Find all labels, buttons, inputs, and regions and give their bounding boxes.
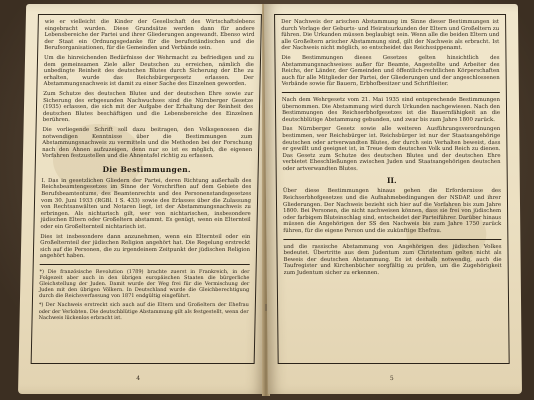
- right-divider-2: [283, 239, 501, 240]
- right-paragraph-6: und die rassische Abstammung von Angehörigen des jüdischen Volkes bedeutet. Übertritte aus dem Judentum zum Christentum gelten nicht als Beweis der deutschen Abstammung. Es ist deshalb notwendig, auch die Taufregister und Kirchenbücher sorgfältig zu prüfen, um die Zugehörigkeit zum Judentum sicher zu erkennen.: [283, 243, 502, 276]
- right-paragraph-5: Über diese Bestimmungen hinaus gehen die Erfordernisse des Reichserbhofgesetzes und die Aufnahmebedingungen der NSDAP. und ihrer Gliederungen. Der Nachweis bezieht sich hier auf die Vorfahren bis zum Jahre 1800. Bei Personen, die nicht nachweisen können, dass sie frei von jüdischem oder farbigem Bluteinschlag sind, entscheidet der Parteiführer. Darüber hinaus müssen die Angehörigen der SS den Nachweis bis zum Jahre 1750 zurück führen, für die eigene Person und die zukünftige Ehefrau.: [282, 188, 502, 235]
- left-paragraph-3: Zum Schutze des deutschen Blutes und der deutschen Ehre sowie zur Sicherung des erbgesunden Nachwuchses sind die Nürnberger Gesetze (1935) erlassen, die sich mit der Aufgabe der Erhaltung der Reinheit des deutschen Blutes beschäftigen und die Lebensbereiche des Einzelnen berühren.: [42, 90, 254, 124]
- left-footnote-2: *) Der Nachweis erstreckt sich auch auf die Eltern und Großeltern der Ehefrau oder der Verlobten. Die deutschblütige Abstammung gilt als festgestellt, wenn der Nachweis lückenlos erbracht ist.: [38, 302, 249, 321]
- section-heading: Die Bestimmungen.: [102, 164, 191, 174]
- footnote-divider: [40, 264, 250, 265]
- roman-section-heading: II.: [386, 176, 397, 186]
- left-page-frame: [31, 14, 262, 364]
- right-page-frame: [274, 14, 510, 364]
- left-paragraph-2: Um die hinreichenden Bedürfnisse der Wehrmacht zu befriedigen und zu dem gemeinsamen Ziele aller Deutschen zu erreichen, nämlich die unbedingte Reinheit des deutschen Blutes durch Sicherung der Ehe zu erhalten, wurde das Reichsbürgergesetz erlassen. Der Abstammungsnachweis ist damit zu einer Sache des Einzelnen geworden.: [43, 54, 255, 88]
- left-footnote-1: *) Die französische Revolution (1789) brachte zuerst in Frankreich, in der Folgezeit aber auch in den übrigen europäischen Staaten die bürgerliche Gleichstellung der Juden. Damit wurde der Weg frei für die Vermischung der Juden mit den übrigen Völkern. In Deutschland wurde die Gleichberechtigung durch die Reichsverfassung von 1871 endgültig eingeführt.: [38, 269, 250, 300]
- left-paragraph-1: wie er vielleicht die Kinder der Gesellschaft des Wirtschaftslebens eingebracht wurden. Diese Grundsätze werden dann für andere Lebensbereiche der Partei und ihrer Gliederungen angewandt. Ebenso wird der Staat ein Ordnungsgedanke für die berufsständischen und die Berufsorganisationen, für die Gemeinden und Verbände sein.: [44, 19, 255, 52]
- open-booklet: [18, 4, 522, 396]
- left-paragraph-4: Die vorliegende Schrift soll dazu beitragen, den Volksgenossen die notwendigen Kenntnisse über die Bestimmungen zum Abstammungsnachweis zu vermitteln und die Methoden bei der Forschung nach den Ahnen aufzuzeigen, denn nur so ist es möglich, die eigenen Vorfahren festzustellen und die Ahnentafel richtig zu erfassen.: [41, 126, 253, 160]
- left-page: [18, 4, 272, 394]
- right-paragraph-3: Nach dem Wehrgesetz vom 21. Mai 1935 sind entsprechende Bestimmungen übernommen. Die Abstammung wird durch Urkunden nachgewiesen. Nach den Bestimmungen des Reichserbhofgesetzes ist die Bauernfähigkeit an die deutschblütige Abstammung gebunden, und zwar bis zum Jahre 1800 zurück.: [281, 96, 501, 123]
- right-paragraph-1: Der Nachweis der arischen Abstammung im Sinne dieser Bestimmungen ist durch Vorlage der Geburts- und Heiratsurkunden der Eltern und Großeltern zu führen. Die Urkunden müssen beglaubigt sein. Wenn alle die beiden Eltern und alle Großeltern arischer Abstammung sind, gilt der Nachweis als erbracht. Ist der Nachweis nicht möglich, so entscheidet das Reichssippenamt.: [281, 19, 500, 52]
- left-page-number: 4: [136, 375, 141, 382]
- left-paragraph-6: Dies ist insbesondere dann anzunehmen, wenn ein Elternteil oder ein Großelternteil der jüdischen Religion angehört hat. Die Regelung erstreckt sich auf die Personen, die zu irgendeinem Zeitpunkt der jüdischen Religion angehört haben.: [39, 233, 251, 260]
- right-page: [264, 4, 522, 394]
- left-paragraph-5: I. Das in gesetzlichen Gliedern der Partei, deren Richtung außerhalb des Reichsbeamtengesetzes im Sinne der Vorschriften auf dem Gebiete des Berufsbeamtentums, des Beamtenrechts und des Personenstandsgesetzes vom 30. Juni 1933 (RGBl. I S. 433) sowie des Erlasses über die Zulassung von Rechtsanwälten und Notaren liegt, ist der Abstammungsnachweis zu erbringen. Als nichtarisch gilt, wer von nichtarischen, insbesondere jüdischen Eltern oder Großeltern abstammt. Es genügt, wenn ein Elternteil oder ein Großelternteil nichtarisch ist.: [40, 177, 252, 231]
- right-divider-1: [282, 92, 500, 93]
- right-paragraph-4: Das Nürnberger Gesetz sowie alle weiteren Ausführungsverordnungen bestimmen, wer Reichsbürger ist. Reichsbürger ist nur der Staatsangehörige deutschen oder artverwandten Blutes, der durch sein Verhalten beweist, dass er gewillt und geeignet ist, in Treue dem deutschen Volk und Reich zu dienen. Das Gesetz zum Schutze des deutschen Blutes und der deutschen Ehre verbietet Eheschließungen zwischen Juden und Staatsangehörigen deutschen oder artverwandten Blutes.: [282, 126, 501, 172]
- right-paragraph-2: Die Bestimmungen dieses Gesetzes gelten hinsichtlich des Abstammungsnachweises außer für Beamte, Angestellte und Arbeiter des Reichs, der Länder, der Gemeinden und öffentlich-rechtlichen Körperschaften auch für alle Mitglieder der Partei, der Gliederungen und der angeschlossenen Verbände sowie für Bauern, Erbhofbesitzer und Schriftleiter.: [281, 54, 500, 88]
- right-page-number: 5: [389, 375, 394, 382]
